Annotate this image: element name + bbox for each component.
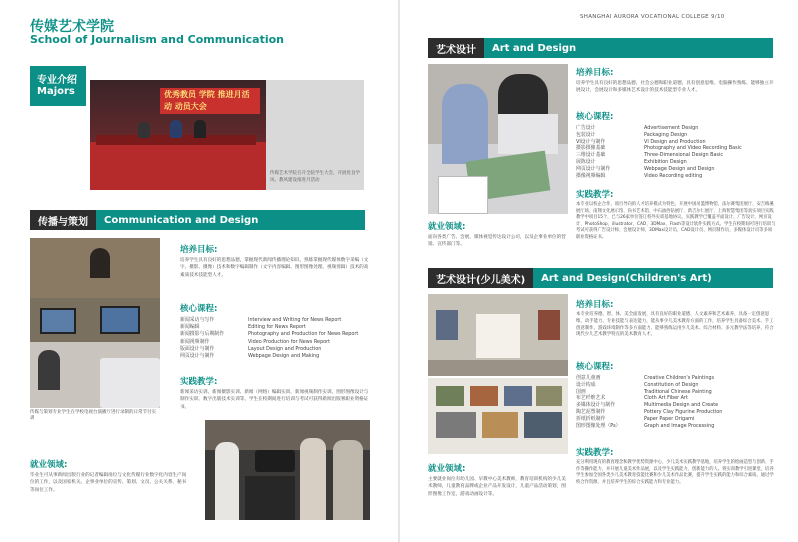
conference-photo — [90, 80, 266, 190]
course-cn: 布艺纤维艺术 — [576, 395, 606, 402]
communication-bar-en: Communication and Design — [96, 210, 365, 230]
camera-class-photo — [205, 420, 370, 520]
course-en: Paper Paper Origami — [644, 415, 695, 422]
course-en: Photography and Production for News Report — [248, 331, 359, 338]
communication-bar-cn: 传播与策划 — [30, 210, 96, 230]
course-cn: 设计构成 — [576, 381, 596, 388]
right-page — [400, 0, 798, 542]
course-en: Creative Children's Paintings — [644, 375, 715, 381]
course-cn: 广告设计 — [576, 125, 596, 131]
left-page — [0, 0, 398, 542]
children-art-bar — [428, 268, 773, 288]
art-course-list — [576, 125, 781, 179]
course-cn: 版面设计与制作 — [180, 345, 215, 352]
course-en: Video Production for News Report — [248, 338, 331, 345]
course-en: Webpage Design and Making — [248, 353, 320, 360]
conference-caption: 传媒艺术学院召开全院学生大会，开展优良学风、教风建设推进月活动 — [270, 171, 360, 183]
art-core-title: 核心课程: — [576, 112, 614, 122]
art-employment-title: 就业领域: — [428, 222, 466, 232]
course-en: Editing for News Report — [248, 324, 306, 331]
course-en: Advertisement Design — [644, 125, 699, 131]
children-course-list — [576, 375, 781, 429]
comm-practice-text: 新闻采访实训、新闻摄影实训、新闻（网络）编辑实训、新闻视频制作实训、图形图像设计与制作实训、数字出版技术实训等。学生在校期间进行培训与考试可获得新闻出版署职业资格证书。 — [180, 390, 369, 410]
children-art-bar-en: Art and Design(Children's Art) — [533, 268, 773, 288]
course-cn: 多媒体设计与制作 — [576, 402, 616, 409]
art-design-bar-en: Art and Design — [484, 38, 773, 58]
art-practice-title: 实践教学: — [576, 190, 614, 200]
art-goal-section — [576, 66, 776, 95]
art-students-photo — [428, 64, 568, 214]
comm-employment-title: 就业领域: — [30, 460, 68, 470]
course-en: Webpage Design and Design — [644, 165, 715, 172]
course-en: Traditional Chinese Painting — [644, 388, 712, 395]
children-goal-title: 培养目标: — [576, 300, 614, 310]
course-cn: 包装设计 — [576, 131, 596, 138]
communication-bar — [30, 210, 365, 230]
gallery-wall-photo — [428, 378, 568, 454]
comm-practice-section — [180, 375, 370, 411]
children-employment-title: 就业领域: — [428, 464, 466, 474]
comm-employment-section — [30, 458, 190, 494]
art-design-bar-cn: 艺术设计 — [428, 38, 484, 58]
course-en: Video Recording editing — [644, 172, 703, 179]
comm-core-section — [180, 302, 375, 360]
course-en: Packaging Design — [644, 131, 688, 138]
school-title-en: School of Journalism and Communication — [30, 33, 285, 46]
children-employment-section — [428, 462, 570, 498]
comm-practice-title: 实践教学: — [180, 377, 218, 387]
art-goal-text: 培养学生具有良好的思想品德、社会公德和职业道德，具有创意思维、电脑操作熟练、能够独立开展设计，会展设计和多媒体艺术设计的技术技能型专业人才。 — [576, 81, 774, 94]
comm-course-list — [180, 317, 375, 360]
course-cn: 新闻采访与写作 — [180, 317, 215, 323]
course-cn: 图形图像处理（Ps） — [576, 422, 621, 429]
majors-badge-cn: 专业介绍 — [37, 75, 77, 86]
course-en: Photography and Video Recording Basic — [644, 145, 742, 152]
art-core-section — [576, 110, 781, 179]
course-cn: 网页设计与制作 — [576, 165, 611, 172]
page-header: SHANGHAI AURORA VOCATIONAL COLLEGE 9/10 — [580, 14, 725, 20]
course-cn: 新闻编辑 — [180, 324, 200, 331]
children-art-bar-cn: 艺术设计(少儿美术) — [428, 268, 533, 288]
children-practice-text: 充分利用现有的教育理念和教学优势资源中心、少儿美术实践教学基地，培养学生的绘画造型与创新、手作等操作能力，并开展儿童美术作品展，以及学生实践能力、创新能力的人。将实训教学引进课堂，培养学生参加全国各类少儿美术教育技能比赛和少儿美术作品比赛，提升学生实践的能力和综合素质。通过学校合作资源，并且培养学生的综合实践能力和专业能力。 — [576, 460, 774, 485]
course-en: Layout Design and Production — [248, 345, 322, 352]
course-cn: 展陈设计 — [576, 158, 596, 165]
course-en: Multimedia Design and Create — [644, 402, 719, 409]
gallery-corridor-photo — [428, 294, 568, 376]
course-cn: 国画 — [576, 388, 586, 395]
children-core-title: 核心课程: — [576, 362, 614, 372]
course-cn: VI设计与制作 — [576, 138, 606, 145]
course-en: Constitution of Design — [644, 381, 699, 388]
majors-badge-en: Majors — [37, 86, 75, 97]
comm-core-title: 核心课程: — [180, 304, 218, 314]
course-cn: 摄像视频编辑 — [576, 172, 606, 179]
course-en: VI Design and Production — [644, 138, 706, 145]
art-practice-section — [576, 188, 776, 242]
course-en: Pottery Clay Figurine Production — [644, 408, 723, 415]
comm-goal-title: 培养目标: — [180, 245, 218, 255]
comm-employment-text: 毕业生可从事新闻出版行业的记者编辑岗位与文化传媒行业数字化内容生产岗位的工作，以及国家机关、企事业单位的宣传、策划、文员、公关关系、秘书等岗位工作。 — [30, 473, 187, 493]
art-goal-title: 培养目标: — [576, 68, 614, 78]
art-practice-text: 本专业以校企合作、项目导向的人才培养模式为特色，开展中国吊篮博物馆、法尔赛集团展厅、安吉梅溪展厅场、南翔文化展示馆、尚书艺术馆、中石油西钻展厅、新吉尔仁展厅、上海智慧集团等真实项目实践教学中项目15个，已与26家单位签订校外实训基地协议。实践教学已覆盖平面设计、广告设计、网页设计、PhotoShop、illustrator、CAD、3DMax、Flash等设计软件实践方式。学生在校期间可进行培训与考试可获得广告设计师、会展设计师、3DMax设计员、CAD设计员、网页制作员、多媒体设计员等多项职业资格证书。 — [576, 202, 776, 240]
course-cn: 三维设计基础 — [576, 152, 606, 159]
children-practice-title: 实践教学: — [576, 448, 614, 458]
children-employment-text: 主要就业岗位有幼儿园、早教中心美术教师，教育培训机构的少儿美术教师，儿童教育品牌或企业产品开发设计，儿童产品活动策划，图形图像工作室，游戏动画设计等。 — [428, 477, 566, 497]
art-design-bar — [428, 38, 773, 58]
course-cn: 创意儿童画 — [576, 375, 601, 381]
course-en: Interview and Writing for News Report — [248, 317, 342, 323]
course-cn: 新闻视频制作 — [180, 338, 210, 345]
course-cn: 陶艺泥塑制作 — [576, 408, 606, 415]
course-cn: 摄影摄像基础 — [576, 145, 606, 152]
lab-photo-caption: 传媒与策划专业学生在学校电视台演播厅进行录制的日常节目实训 — [30, 410, 156, 422]
course-cn: 新闻摄影与后期制作 — [180, 331, 225, 338]
course-en: Graph and Image Processing — [644, 422, 715, 429]
comm-goal-text: 培养学生具有良好的思想品德，掌握现代新闻传播理论知识，熟练掌握现代媒体数字采编（文字、摄影、摄像）技术和数字编辑制作（文字内容编辑、图形图像处理、视频剪辑）技术的高素质技术技能型人才。 — [180, 258, 369, 278]
children-goal-text: 本专业培养德、智、体、美全面发展，具有良好的职业道德、人文素养和艺术素养，具备一定创意思维、动手能力、专业技能与表达能力，能从事少儿美术教育方面的工作，培养学生具备综合美术、手工创意制作、游戏环境制作等多方面能力，能够熟练运用少儿美术、综合材料、多元教学法等培养，符合现代少儿艺术教学特点的美术教育人才。 — [576, 312, 774, 338]
art-employment-section — [428, 220, 570, 249]
art-employment-text: 面向各类广告、会展、媒体视觉传达设计公司，以及企事业单位的营销、宣传部门等。 — [428, 235, 566, 248]
conference-banner: 优秀教员 学院 推进月活动 动员大会 — [160, 88, 260, 114]
course-en: Exhibition Design — [644, 158, 687, 165]
children-core-section — [576, 360, 781, 429]
children-practice-section — [576, 446, 776, 486]
children-goal-section — [576, 298, 776, 339]
course-en: Cloth Art Fiber Art — [644, 395, 688, 402]
majors-badge — [30, 66, 86, 106]
course-cn: 折纸折纸制作 — [576, 415, 606, 422]
school-title-cn: 传媒艺术学院 — [30, 19, 114, 35]
computer-lab-photo — [30, 238, 160, 408]
course-cn: 网页设计与制作 — [180, 353, 215, 360]
course-en: Three-Dimensional Design Basic — [644, 152, 724, 159]
conference-caption-box — [266, 80, 364, 190]
comm-goal-section — [180, 243, 370, 279]
